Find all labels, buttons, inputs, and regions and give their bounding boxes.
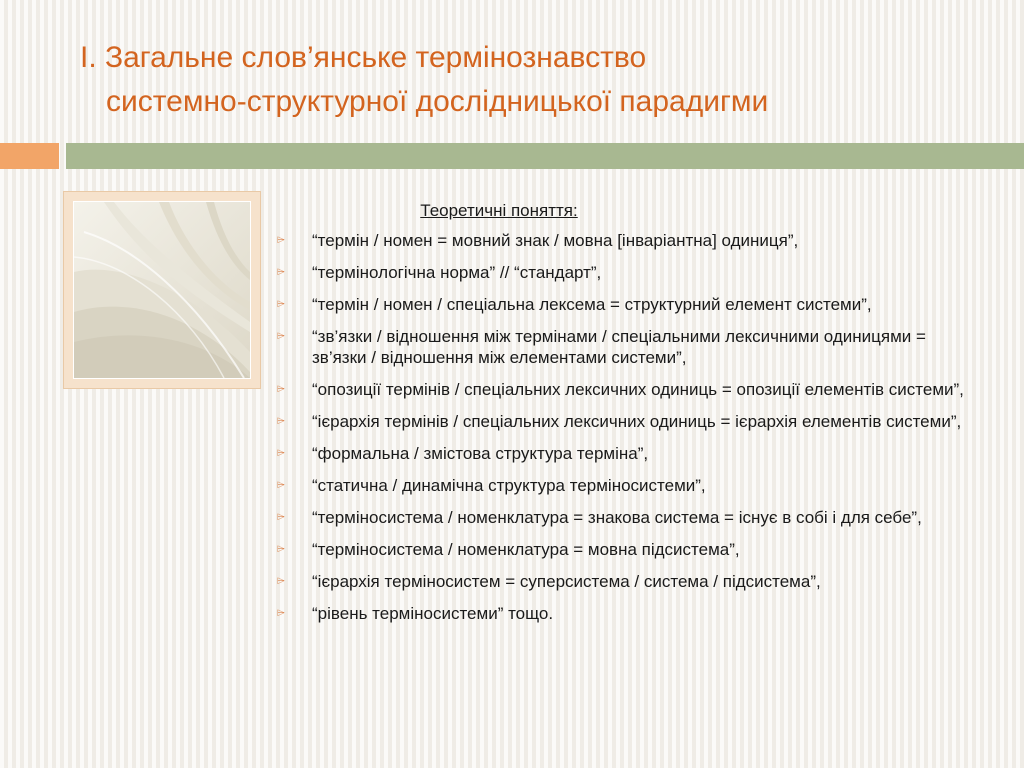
list-item <box>274 294 972 315</box>
slide-title-line-1: I. Загальне слов’янське термінознавство <box>80 41 647 74</box>
slide-title-line-2: системно-структурної дослідницької парадигми <box>106 85 769 118</box>
list-item-text: “формальна / змістова структура терміна”, <box>312 444 649 463</box>
bullet-arrow-icon: ⌲ <box>277 448 285 459</box>
list-item <box>274 507 972 528</box>
list-item <box>274 326 972 368</box>
bullet-arrow-icon: ⌲ <box>277 480 285 491</box>
bullet-arrow-icon: ⌲ <box>277 235 285 246</box>
bullet-arrow-icon: ⌲ <box>277 299 285 310</box>
list-item-text: “ієрархія термінів / спеціальних лексичних одиниць = ієрархія елементів системи”, <box>312 412 962 431</box>
list-item <box>274 411 972 432</box>
list-item-text: “ієрархія терміносистем = суперсистема / система / підсистема”, <box>312 572 821 591</box>
book-photo <box>73 201 251 379</box>
accent-bar-orange <box>0 143 59 169</box>
bullet-arrow-icon: ⌲ <box>277 384 285 395</box>
bullet-arrow-icon: ⌲ <box>277 512 285 523</box>
list-item-text: “зв’язки / відношення між термінами / спеціальними лексичними одиницями = зв’язки / відношення між елементами системи”, <box>312 327 926 367</box>
bullet-arrow-icon: ⌲ <box>277 267 285 278</box>
bullet-arrow-icon: ⌲ <box>277 608 285 619</box>
list-item-text: “терміносистема / номенклатура = знакова система = існує в собі і для себе”, <box>312 508 922 527</box>
bullet-arrow-icon: ⌲ <box>277 576 285 587</box>
list-item-text: “термін / номен = мовний знак / мовна [інваріантна] одиниця”, <box>312 231 799 250</box>
list-item-text: “статична / динамічна структура терміносистеми”, <box>312 476 706 495</box>
list-item <box>274 539 972 560</box>
section-heading: Теоретичні поняття: <box>420 201 578 220</box>
list-item <box>274 475 972 496</box>
slide-title <box>80 36 980 124</box>
list-item <box>274 230 972 251</box>
list-item-text: “рівень терміносистеми” тощо. <box>312 604 554 623</box>
open-book-pages-icon <box>74 202 250 378</box>
list-item-text: “термінологічна норма” // “стандарт”, <box>312 263 602 282</box>
list-item <box>274 603 972 624</box>
bullet-arrow-icon: ⌲ <box>277 331 285 342</box>
list-item-text: “термін / номен / спеціальна лексема = структурний елемент системи”, <box>312 295 872 314</box>
content-area <box>274 200 974 635</box>
list-item-text: “терміносистема / номенклатура = мовна підсистема”, <box>312 540 740 559</box>
bullet-arrow-icon: ⌲ <box>277 544 285 555</box>
list-item <box>274 443 972 464</box>
accent-bar-green <box>66 143 1024 169</box>
list-item <box>274 379 972 400</box>
list-item <box>274 262 972 283</box>
concept-list <box>274 230 974 624</box>
bullet-arrow-icon: ⌲ <box>277 416 285 427</box>
list-item-text: “опозиції термінів / спеціальних лексичних одиниць = опозиції елементів системи”, <box>312 380 964 399</box>
book-photo-frame <box>63 191 261 389</box>
list-item <box>274 571 972 592</box>
